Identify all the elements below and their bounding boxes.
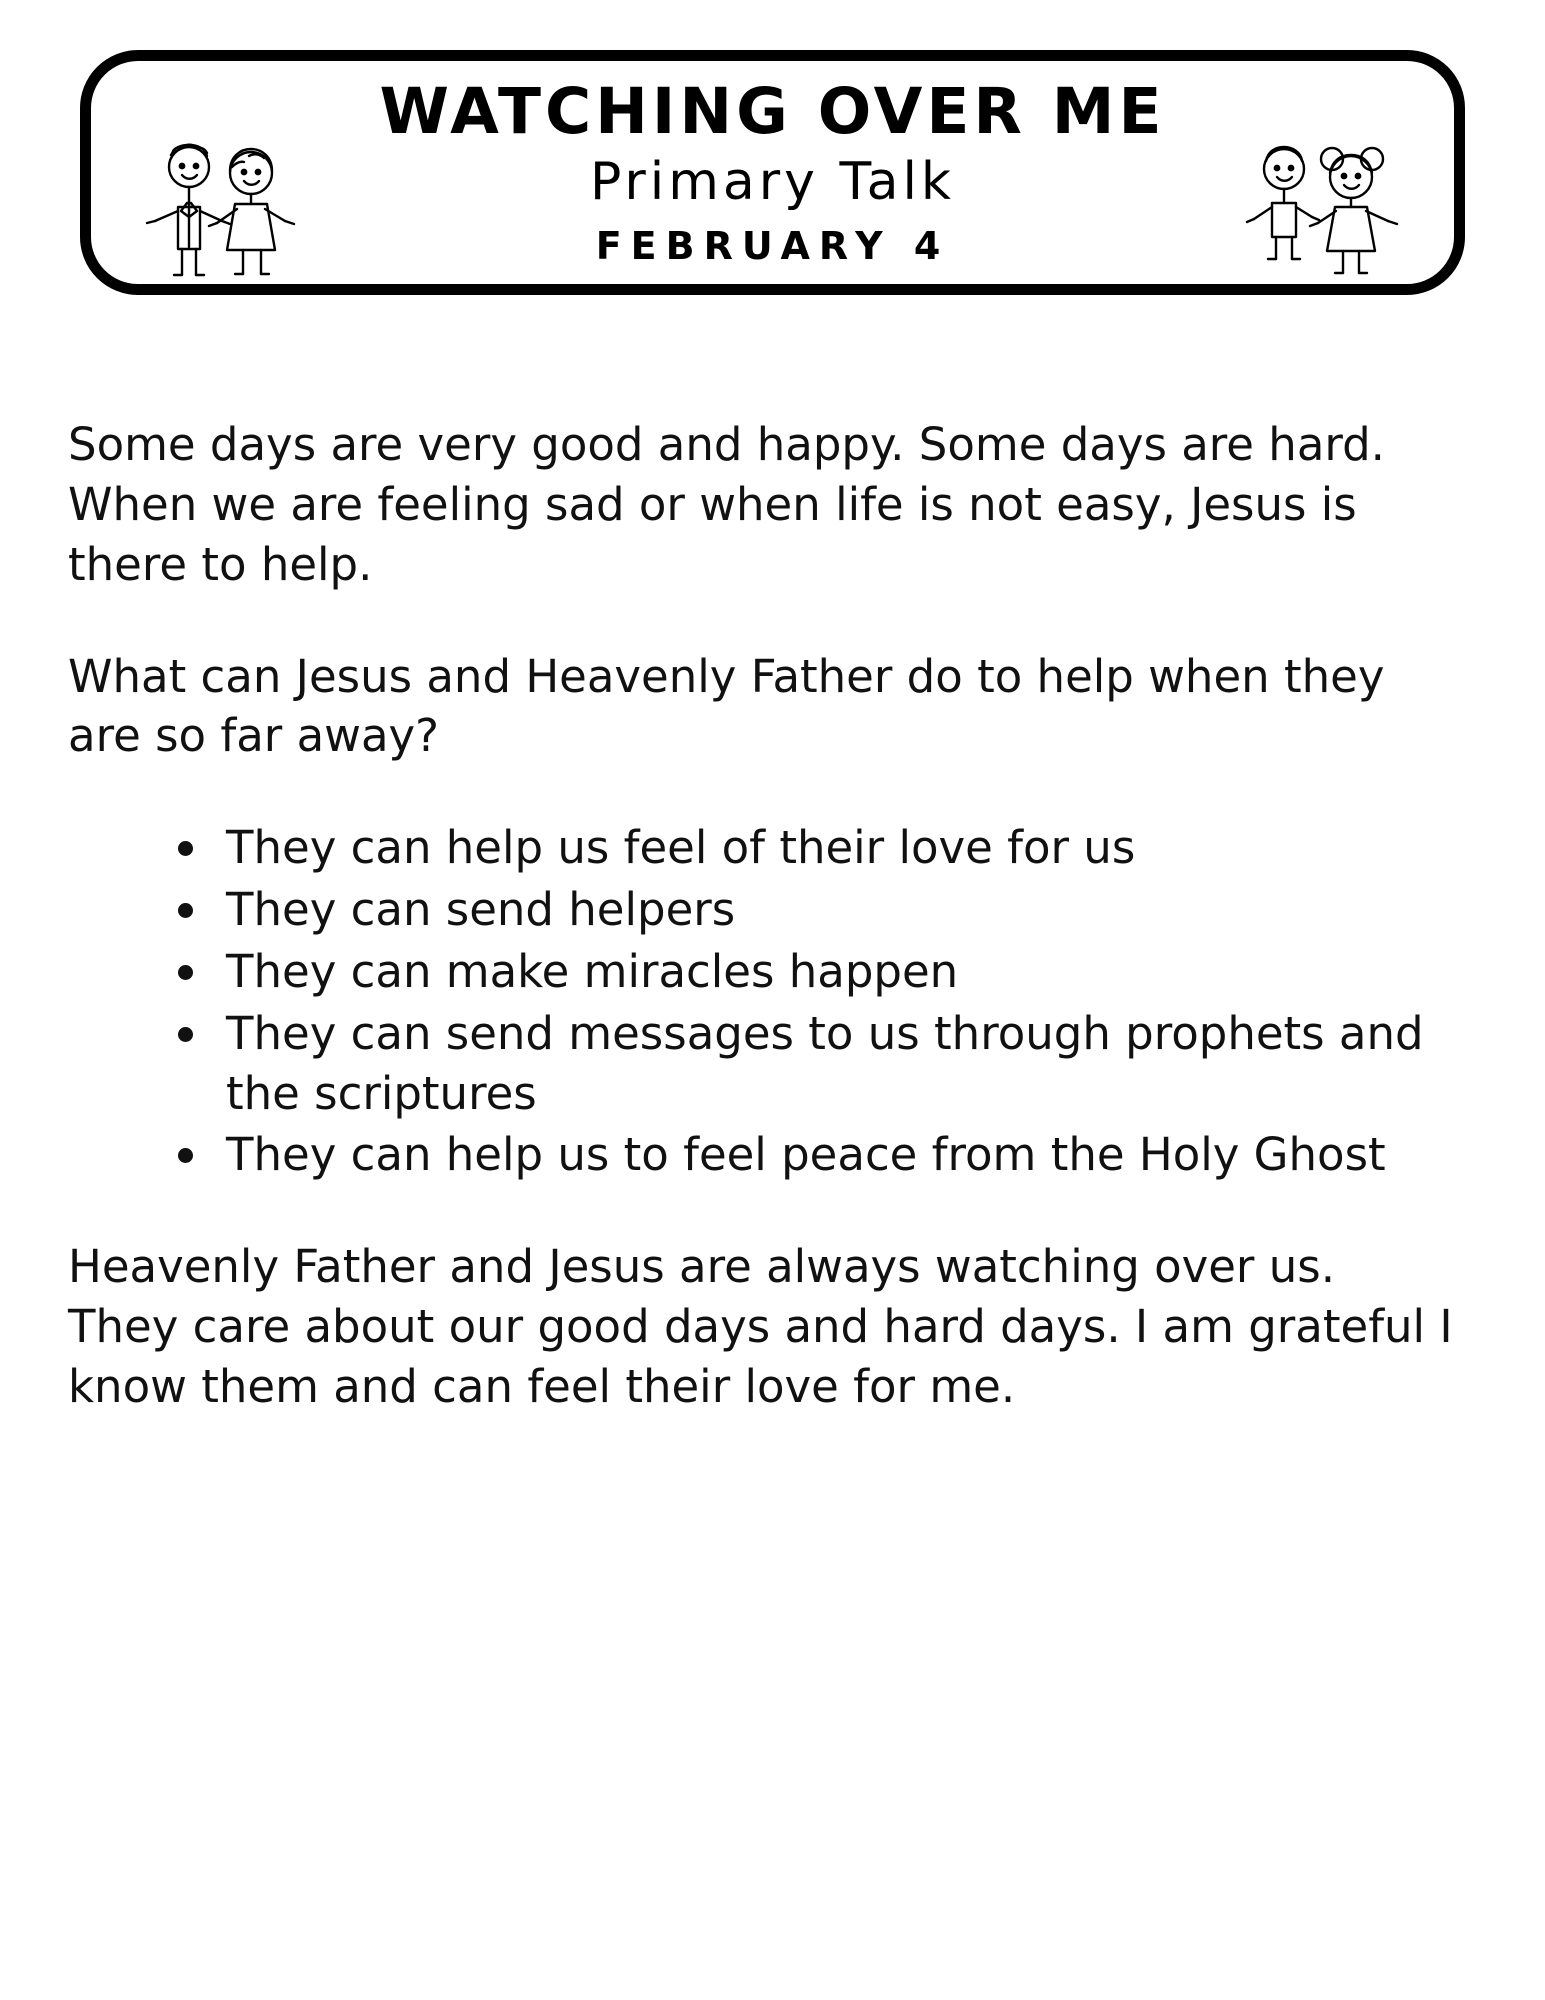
answer-bullet-list <box>68 818 1468 1185</box>
talk-body <box>68 415 1468 1469</box>
page-date: FEBRUARY 4 <box>595 223 950 268</box>
page-subtitle: Primary Talk <box>589 152 956 213</box>
list-item: They can help us feel of their love for us <box>178 818 1468 878</box>
question-paragraph: What can Jesus and Heavenly Father do to help when they are so far away? <box>68 649 1385 763</box>
list-item: They can send messages to us through prophets and the scriptures <box>178 1004 1468 1124</box>
closing-paragraph: Heavenly Father and Jesus are always watching over us. They care about our good days and hard days. I am grateful I know them and can feel their love for me. <box>68 1240 1453 1413</box>
page-title: WATCHING OVER ME <box>379 75 1166 148</box>
list-item: They can help us to feel peace from the Holy Ghost <box>178 1125 1468 1185</box>
children-doodle-right-icon <box>1226 139 1426 289</box>
header-banner <box>80 50 1465 295</box>
intro-paragraph: Some days are very good and happy. Some days are hard. When we are feeling sad or when life is not easy, Jesus is there to help. <box>68 418 1385 591</box>
list-item: They can send helpers <box>178 880 1468 940</box>
list-item: They can make miracles happen <box>178 942 1468 1002</box>
